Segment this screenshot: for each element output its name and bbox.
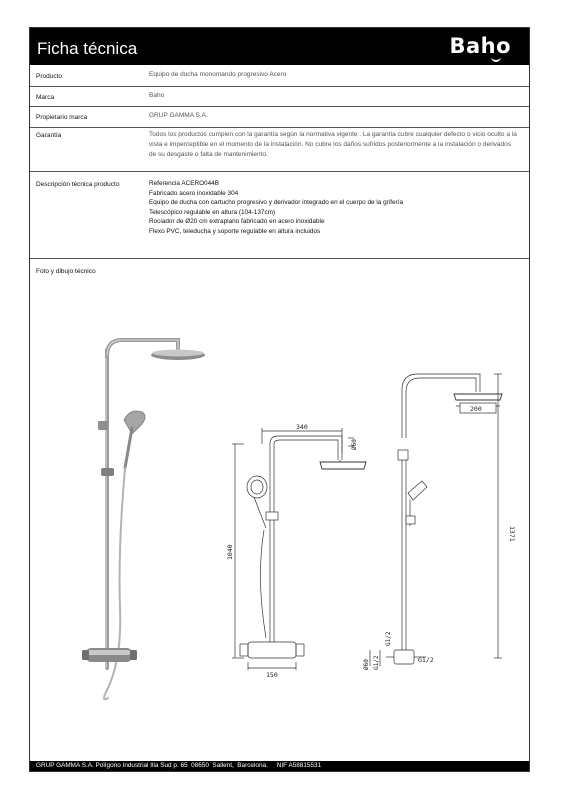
dim-bottom-dia: Ø60 (363, 659, 370, 670)
desc-line: Telescópico regulable en altura (104-137cm) (149, 208, 276, 216)
garantia-line: de su desgaste o falta de mantenimiento. (149, 151, 268, 158)
dim-height-max: 1371 (508, 526, 516, 542)
header-bar (30, 28, 529, 65)
product-sheet (29, 27, 530, 772)
marca-label: Marca (36, 94, 55, 101)
logo-smile-mark (491, 55, 501, 62)
technical-drawing-side (370, 374, 502, 666)
desc-line: Rociador de Ø20 cm extraplano fabricado en acero inoxidable (149, 218, 325, 226)
row-propietario (30, 106, 529, 128)
desc-line: Fabricado acero inoxidable 304 (149, 189, 239, 197)
dim-head-left: Ø60 (351, 439, 358, 450)
dim-thread-vert: G1/2 (385, 631, 392, 646)
desc-line: Referencia ACERO044B (149, 180, 219, 187)
desc-line: Flexo PVC, teleducha y soporte regulable en altura incluidos (149, 227, 321, 235)
product-drawing (30, 278, 529, 758)
row-garantia (30, 127, 529, 172)
shower-photo (82, 340, 205, 699)
brand-logo: Baho (449, 34, 511, 58)
dim-bottom-thread: G1/2 (373, 655, 380, 670)
garantia-line: vista e imperceptible en el momento de la instalación. No cubre los daños sufridos posteriormente a la instalación o derivados (149, 141, 512, 148)
dim-height-min: 1040 (226, 544, 234, 560)
footer-address: GRUP GAMMA S.A. Polígono Industrial Illa Sud p. 65 08650 Sallent, Barcelona. NIF A58815531 (36, 762, 322, 769)
marca-value: Baho (149, 92, 165, 99)
garantia-text (149, 130, 524, 160)
row-descripcion (30, 171, 529, 259)
dim-width: 150 (266, 671, 278, 679)
descripcion-text (149, 179, 524, 237)
footer-bar (30, 761, 529, 771)
garantia-label: Garantía (36, 132, 62, 139)
desc-line: Equipo de ducha con cartucho progresivo y derivador integrado en el cuerpo de la grifería (149, 199, 404, 207)
foto-label: Foto y dibujo técnico (36, 268, 96, 275)
page-title: Ficha técnica (37, 39, 138, 58)
dim-head-right: 200 (470, 405, 482, 413)
garantia-line: Todos los productos cumplen con la garantía según la normativa vigente . La garantía cubre cualquier defecto o vicio oculto a la (149, 131, 517, 138)
propietario-value: GRUP GAMMA S.A. (149, 112, 208, 119)
producto-label: Producto (36, 73, 63, 80)
dim-arm: 340 (296, 423, 308, 431)
technical-drawing-front (232, 428, 366, 670)
row-marca (30, 86, 529, 107)
propietario-label: Propietario marca (36, 114, 88, 121)
row-producto (30, 65, 529, 87)
producto-value: Equipo de ducha monomando progresivo Acero (149, 71, 287, 78)
dim-thread-right: G1/2 (418, 656, 434, 664)
descripcion-label: Descripción técnica producto (36, 181, 120, 188)
